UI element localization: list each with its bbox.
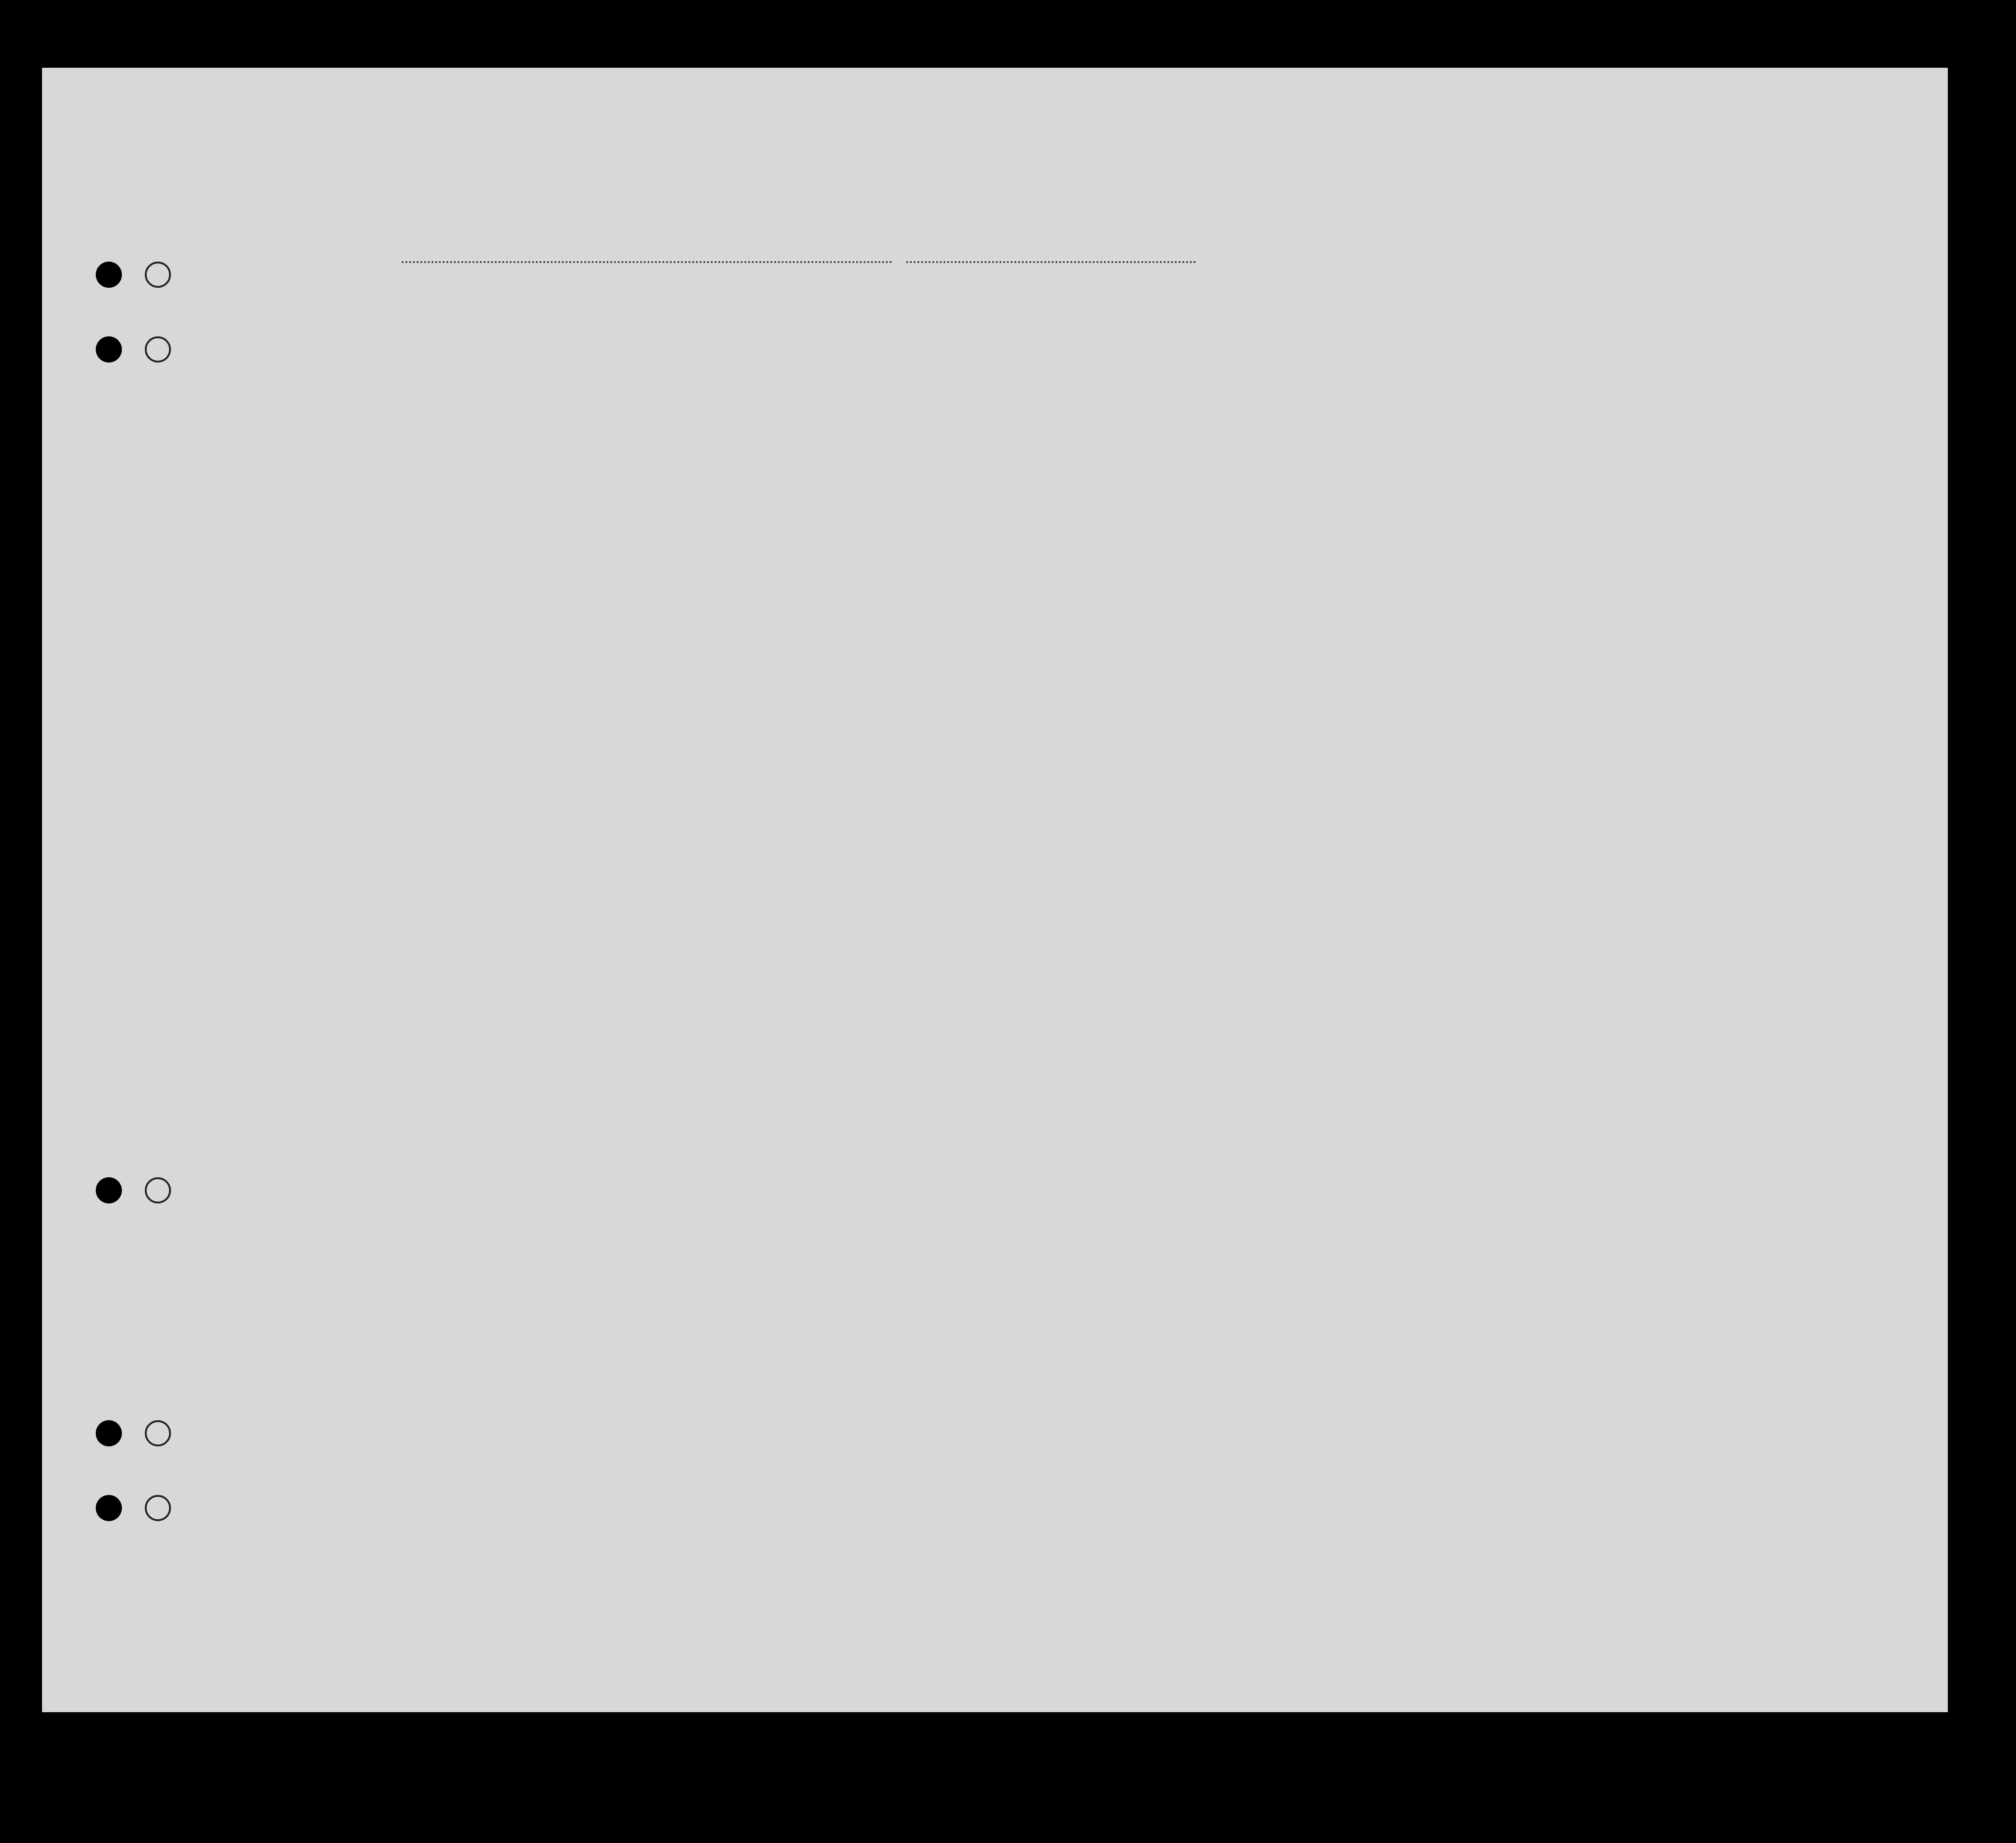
punch-hole <box>96 1495 122 1521</box>
manifest-table <box>187 280 1922 1579</box>
port-dotted-line <box>402 259 892 263</box>
punch-hole <box>96 262 122 288</box>
punch-hole <box>96 1177 122 1203</box>
punch-hole-ring <box>145 1495 171 1521</box>
punch-hole-ring <box>145 1177 171 1203</box>
punch-hole <box>96 1420 122 1446</box>
punch-hole-ring <box>145 1420 171 1446</box>
punch-hole <box>96 336 122 363</box>
date-dotted-line <box>906 259 1196 263</box>
punch-hole-ring <box>145 336 171 363</box>
punch-hole-ring <box>145 262 171 288</box>
